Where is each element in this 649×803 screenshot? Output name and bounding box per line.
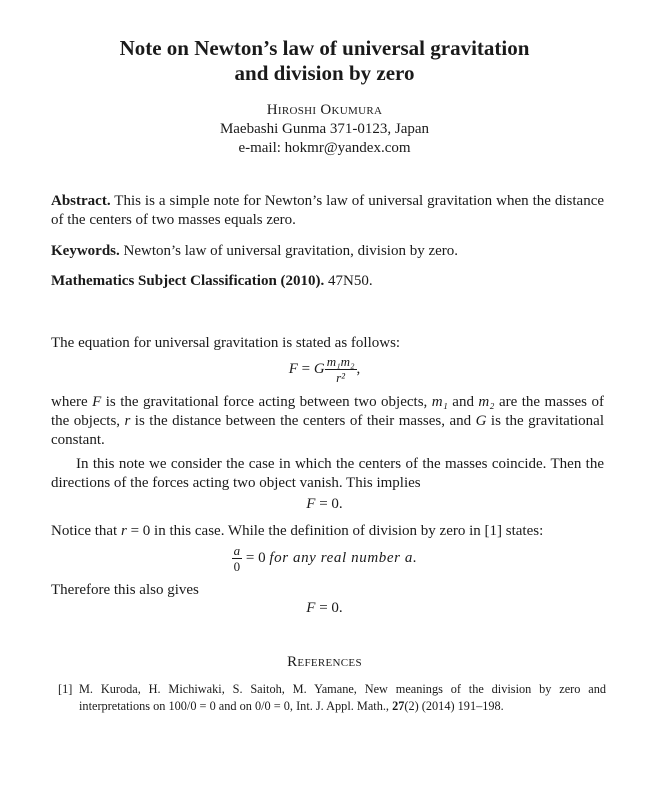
reference-volume: 27 (392, 699, 405, 713)
eq1-lhs: F (288, 360, 298, 377)
author-name: Hiroshi Okumura (266, 102, 383, 118)
eq4-rhs: = 0. (315, 600, 343, 616)
reference-body (79, 681, 606, 715)
p2-text-d: are the masses of the objects, (51, 394, 604, 429)
abstract (51, 192, 604, 230)
equation-gravitation (0, 354, 649, 385)
msc (51, 272, 604, 291)
title-line-1: Note on Newton’s law of universal gravitation (119, 36, 530, 60)
references-heading: References (287, 654, 362, 670)
p4-text-a: Notice that (51, 523, 121, 539)
reference-rest: (2) (2014) 191–198. (404, 699, 504, 713)
title-line-2: and division by zero (234, 61, 415, 85)
p2-text-f: is the gravitational constant. (51, 413, 604, 448)
p2-text-a: where (51, 394, 93, 410)
reference-item (58, 681, 606, 715)
paragraph-4 (51, 522, 604, 541)
p4-text-b: = 0 in this case. While the definition of division by zero in [1] states: (126, 523, 544, 539)
eq3-denominator: 0 (233, 559, 241, 574)
eq3-rhs: = 0 (242, 549, 270, 566)
eq1-denominator: r² (336, 370, 346, 385)
p2-var-G: G (475, 413, 487, 429)
author-block (0, 101, 649, 158)
eq1-numerator: m₁m₂ (326, 354, 355, 369)
p2-var-r: r (124, 413, 131, 429)
p2-var-m2: m₂ (478, 394, 495, 410)
msc-text: 47N50. (328, 273, 373, 289)
p2-var-m1: m₁ (431, 394, 448, 410)
keywords (51, 242, 604, 261)
p2-text-e: is the distance between the centers of their masses, and (130, 413, 476, 429)
paragraph-5: Therefore this also gives (51, 582, 199, 598)
reference-authors: M. Kuroda, H. Michiwaki, S. Saitoh, M. Yamane, New meanings of the division by zero and interpretations on 100/0 = 0 and on 0/0 = 0, Int. J. Appl. Math., (79, 682, 606, 713)
abstract-text: This is a simple note for Newton’s law of universal gravitation when the distance of the centers of two masses equals zero. (51, 193, 605, 228)
p2-text-b: is the gravitational force acting between two objects, (101, 394, 432, 410)
paragraph-3: In this note we consider the case in which the centers of the masses coincide. Then the directions of the forces acting two object vanish. This implies (51, 456, 604, 491)
equation-force-zero-2 (0, 600, 649, 617)
msc-label: Mathematics Subject Classification (2010). (51, 273, 325, 289)
p2-text-c: and (447, 394, 479, 410)
paper-title (0, 36, 649, 86)
eq1-constant: G (313, 360, 325, 377)
eq4-lhs: F (306, 600, 316, 616)
equation-division-by-zero (0, 543, 649, 574)
keywords-text: Newton’s law of universal gravitation, division by zero. (123, 243, 459, 259)
eq1-tail: , (356, 360, 361, 377)
p2-var-F: F (92, 394, 102, 410)
eq1-fraction (325, 354, 357, 385)
p4-var-r: r (120, 523, 127, 539)
eq2-rhs: = 0. (315, 496, 343, 512)
abstract-label: Abstract. (51, 193, 111, 209)
paragraph-1: The equation for universal gravitation is stated as follows: (51, 335, 401, 351)
eq1-equals: = (297, 360, 314, 377)
keywords-label: Keywords. (51, 243, 120, 259)
eq3-numerator: a (233, 543, 241, 558)
equation-force-zero-1 (0, 496, 649, 513)
eq2-lhs: F (306, 496, 316, 512)
author-email: e-mail: hokmr@yandex.com (238, 140, 411, 156)
reference-label: [1] (58, 682, 73, 696)
eq3-condition: for any real number a. (269, 549, 418, 566)
paragraph-2 (51, 393, 604, 450)
author-address: Maebashi Gunma 371-0123, Japan (219, 121, 430, 137)
eq3-fraction (232, 543, 243, 574)
